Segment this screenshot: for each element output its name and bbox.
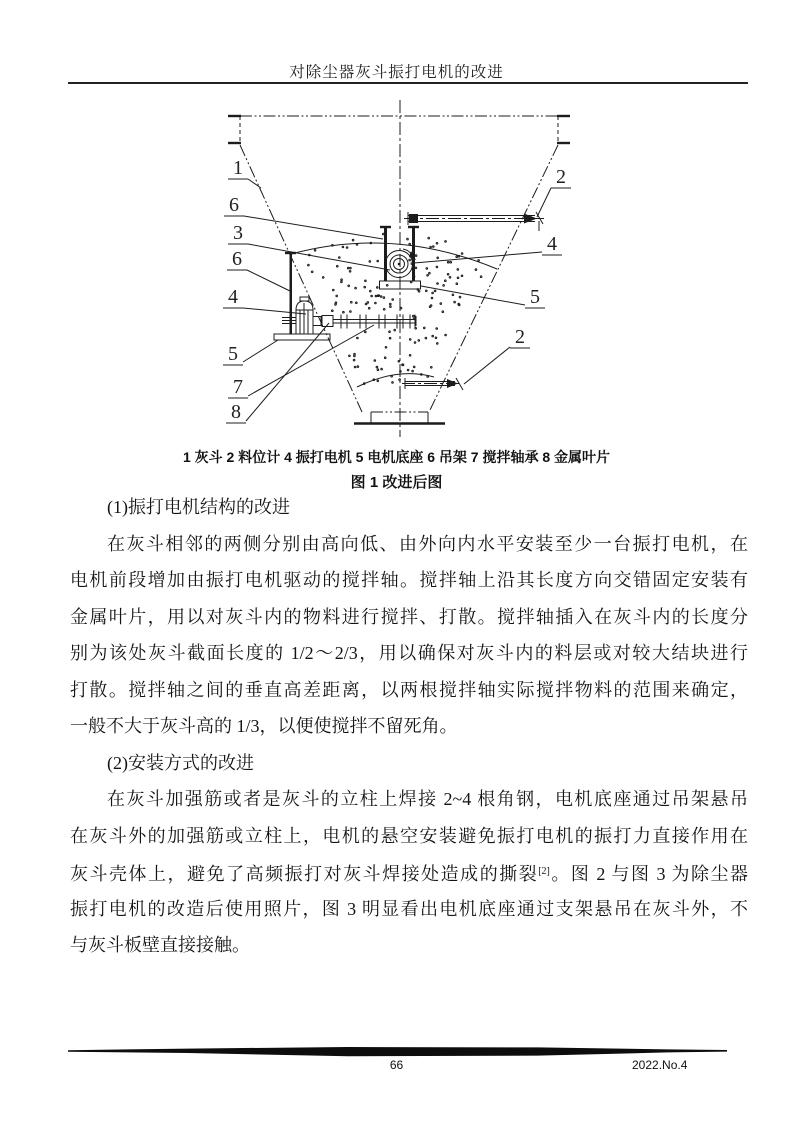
paragraph-text: 。图 2 与图 3 为除尘器	[549, 864, 748, 884]
part-number-label: 2	[556, 166, 566, 188]
upper-level-indicator	[404, 212, 544, 231]
paragraph-line: 振打电机的改造后使用照片，图 3 明显看出电机底座通过支架悬吊在灰斗外，不	[70, 898, 748, 919]
paragraph-line: 打散。搅拌轴之间的垂直高差距离，以两根搅拌轴实际搅拌物料的范围来确定，	[70, 679, 748, 700]
page-number: 66	[389, 1058, 404, 1072]
top-support-line	[228, 116, 570, 143]
figure-title: 图 1 改进后图	[350, 474, 443, 491]
footer-rule-bar	[68, 1046, 727, 1058]
paragraph-line	[70, 854, 748, 891]
paragraph-line: 别为该处灰斗截面长度的 1/2～2/3，用以确保对灰斗内的料层或对较大结块进行	[70, 643, 748, 663]
part-number-label: 7	[233, 376, 243, 398]
part-number-label: 5	[530, 286, 540, 308]
part-number-label: 5	[228, 343, 238, 365]
shaft-blades	[341, 315, 415, 329]
paragraph-line: 电机前段增加由振打电机驱动的搅拌轴。搅拌轴上沿其长度方向交错固定安装有	[70, 570, 748, 590]
part-number-label: 2	[515, 326, 525, 348]
header-rule	[68, 82, 748, 84]
part-number-label: 3	[233, 222, 243, 244]
part-number-label: 6	[232, 248, 242, 270]
part-number-label: 6	[229, 194, 239, 216]
part-labels	[223, 157, 571, 423]
paragraph-line: 在灰斗相邻的两侧分别由高向低、由外向内水平安装至少一台振打电机，在	[107, 533, 748, 554]
hopper-outline	[240, 145, 558, 424]
part-number-label: 4	[547, 233, 557, 255]
paragraph-line: 在灰斗加强筋或者是灰斗的立柱上焊接 2~4 根角钢，电机底座通过吊架悬吊	[107, 789, 748, 809]
part-number-label: 4	[228, 286, 238, 308]
page-header-title: 对除尘器灰斗振打电机的改进	[289, 64, 504, 81]
paragraph-line: 与灰斗板壁直接接触。	[70, 935, 250, 955]
part-number-label: 8	[231, 401, 241, 423]
section-heading-1: (1)振打电机结构的改进	[107, 497, 290, 517]
section-heading-2: (2)安装方式的改进	[107, 752, 254, 773]
paragraph-line: 金属叶片，用以对灰斗内的物料进行搅拌、打散。搅拌轴插入在灰斗内的长度分	[70, 606, 748, 627]
issue-number: 2022.No.4	[632, 1058, 688, 1072]
body-text	[70, 489, 748, 964]
figure-caption: 1 灰斗 2 料位计 4 振打电机 5 电机底座 6 吊架 7 搅拌轴承 8 金属叶片	[182, 449, 611, 465]
paragraph-text: 灰斗壳体上，避免了高频振打对灰斗焊接处造成的撕裂	[70, 864, 539, 884]
lower-level-indicator	[402, 378, 463, 390]
figure-diagram	[183, 95, 613, 447]
citation-reference: [2]	[538, 866, 550, 877]
paragraph-line: 一般不大于灰斗高的 1/3，以便使搅拌不留死角。	[70, 716, 458, 736]
part-number-label: 1	[233, 157, 243, 179]
paragraph-line: 在灰斗外的加强筋或立柱上，电机的悬空安装避免振打电机的振打力直接作用在	[70, 825, 748, 846]
